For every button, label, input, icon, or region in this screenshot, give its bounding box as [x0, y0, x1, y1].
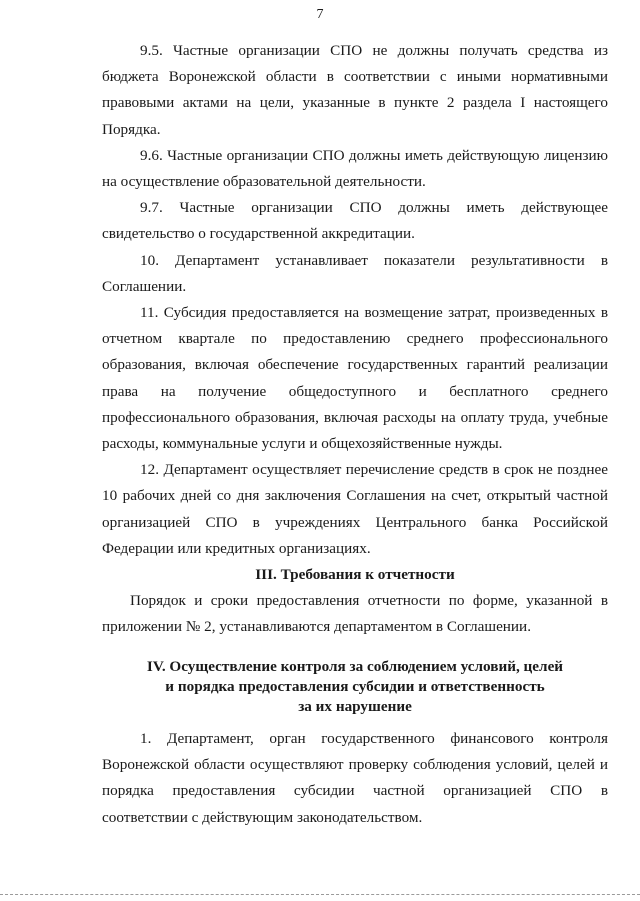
- paragraph-9-7: 9.7. Частные организации СПО должны иметь действующее свидетельство о государственной аккредитации.: [102, 199, 608, 243]
- paragraph-10: 10. Департамент устанавливает показатели результативности в Соглашении.: [102, 251, 608, 295]
- section-3-heading: III. Требования к отчетности: [255, 566, 455, 584]
- paragraph-9-6: 9.6. Частные организации СПО должны иметь действующую лицензию на осуществление образовательной деятельности.: [102, 146, 608, 191]
- section-4-heading-line-1: IV. Осуществление контроля за соблюдением условий, целей: [146, 658, 564, 675]
- section-3-text: Порядок и сроки предоставления отчетности по форме, указанной в приложении № 2, устанавливаются департаментом в Соглашении.: [102, 592, 608, 636]
- section-4-paragraph-1: 1. Департамент, орган государственного финансового контроля Воронежской области осуществляют проверку соблюдения условий, целей и порядка предоставления субсидии частной организацией СПО в соответствии с действующим законодательством.: [102, 730, 608, 826]
- section-4-heading-line-3: за их нарушение: [298, 698, 412, 715]
- paragraph-9-5: 9.5. Частные организации СПО не должны получать средства из бюджета Воронежской области в соответствии с иными нормативными правовыми актами на цели, указанные в пункте 2 раздела I настоящего Порядка.: [102, 42, 608, 138]
- body-top: [102, 38, 608, 640]
- body-bottom: [102, 726, 608, 831]
- page-bottom-edge: [0, 894, 640, 895]
- section-4-heading: [102, 657, 608, 717]
- page-number: 7: [316, 7, 324, 22]
- paragraph-12: 12. Департамент осуществляет перечисление средств в срок не позднее 10 рабочих дней со дня заключения Соглашения на счет, открытый частной организацией СПО в учреждениях Центрального банка Российской Федерации или кредитных организациях.: [102, 461, 608, 557]
- section-4-heading-line-2: и порядка предоставления субсидии и ответственность: [165, 678, 545, 695]
- paragraph-11: 11. Субсидия предоставляется на возмещение затрат, произведенных в отчетном квартале по предоставлению среднего профессионального образования, включая обеспечение государственных гарантий реализации права на получение общедоступного и бесплатного среднего профессионального образования, включая расходы на оплату труда, учебные расходы, коммунальные услуги и общехозяйственные нужды.: [102, 304, 608, 453]
